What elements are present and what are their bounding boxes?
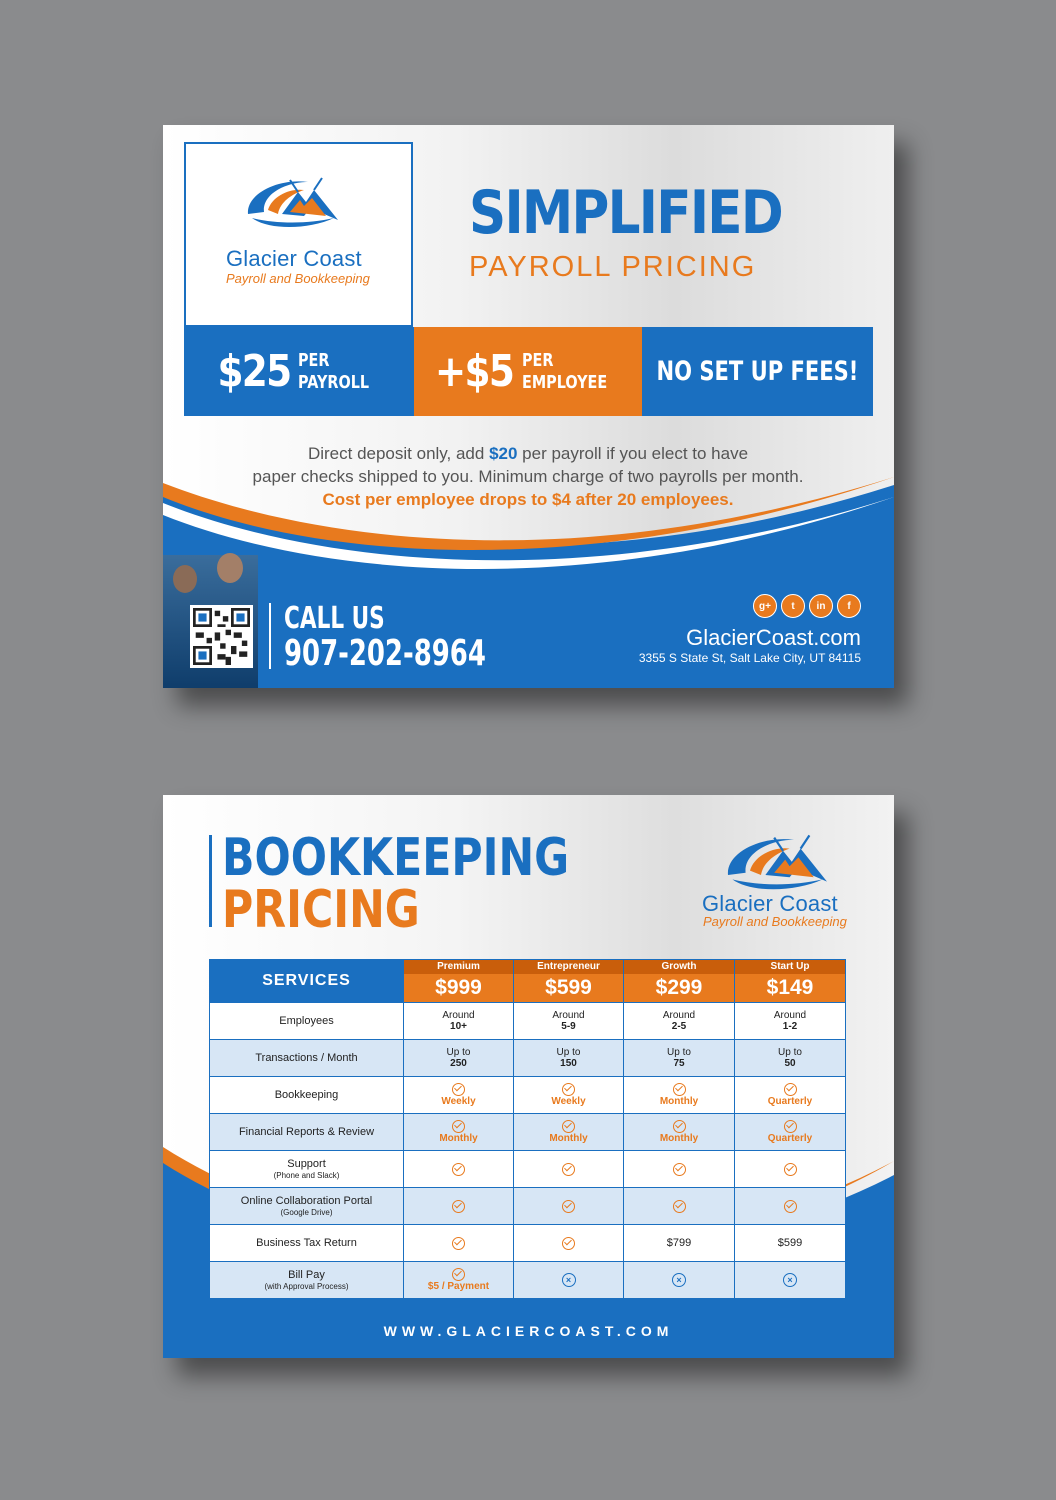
cell-label: Around: [662, 1010, 696, 1021]
price-unit: [298, 350, 369, 394]
table-cell: [624, 1040, 735, 1077]
service-sublabel: (Google Drive): [280, 1207, 333, 1217]
check-icon: [452, 1268, 465, 1281]
headline: SIMPLIFIED: [469, 178, 782, 248]
cell-value: 1-2: [782, 1021, 798, 1032]
plan-name: Start Up: [735, 960, 845, 974]
check-icon: [673, 1163, 686, 1176]
table-cell: [514, 1114, 624, 1151]
cross-icon: ×: [783, 1273, 797, 1287]
table-row: [210, 1003, 846, 1040]
service-name: Bookkeeping: [210, 1077, 404, 1114]
table-row: [210, 1225, 846, 1262]
price-unit-line2: PAYROLL: [298, 371, 370, 393]
bill-pay-fee: $5 / Payment: [427, 1280, 490, 1292]
table-cell: [514, 1003, 624, 1040]
table-cell: [404, 1114, 514, 1151]
table-cell: [514, 1225, 624, 1262]
table-cell: [404, 1188, 514, 1225]
check-icon: [673, 1200, 686, 1213]
cell-value: 75: [673, 1058, 685, 1069]
table-cell: [735, 1077, 846, 1114]
cell-label: Up to: [446, 1047, 471, 1058]
check-icon: [784, 1200, 797, 1213]
cell-value: 50: [784, 1058, 796, 1069]
table-cell: [624, 1188, 735, 1225]
price-unit-line2: EMPLOYEE: [521, 371, 608, 393]
table-cell: [735, 1151, 846, 1188]
pricing-table: [209, 959, 846, 1299]
frequency: Quarterly: [767, 1095, 813, 1107]
social-links: [753, 594, 861, 618]
table-row: [210, 1114, 846, 1151]
call-us-label: CALL US: [284, 601, 385, 636]
cell-label: Around: [442, 1010, 475, 1021]
cell-label: Up to: [778, 1047, 802, 1058]
table-cell: [514, 1040, 624, 1077]
table-row: [210, 1188, 846, 1225]
cell-value: 150: [560, 1058, 577, 1069]
plan-entrepreneur-header: [514, 960, 624, 1003]
check-icon: [673, 1083, 686, 1096]
address: 3355 S State St, Salt Lake City, UT 84115: [638, 651, 861, 665]
service-label: Bill Pay: [288, 1268, 325, 1281]
table-cell: [404, 1003, 514, 1040]
bookkeeping-pricing-card: [163, 795, 894, 1358]
title-accent-bar: [209, 835, 212, 927]
check-icon: [452, 1083, 465, 1096]
frequency: Monthly: [549, 1132, 588, 1144]
table-cell: [624, 1114, 735, 1151]
check-icon: [784, 1120, 797, 1133]
service-name: Business Tax Return: [210, 1225, 404, 1262]
service-name: [210, 1188, 404, 1225]
service-name: Financial Reports & Review: [210, 1114, 404, 1151]
qr-code-icon[interactable]: [190, 605, 253, 668]
brand-tagline: Payroll and Bookkeeping: [703, 914, 847, 929]
desc-text: paper checks shipped to you. Minimum charge of two payrolls per month.: [252, 467, 804, 486]
desc-text: Direct deposit only, add: [307, 444, 490, 463]
table-cell: [735, 1040, 846, 1077]
plan-name: Premium: [404, 960, 513, 974]
facebook-icon[interactable]: f: [837, 594, 861, 618]
no-setup-text: NO SET UP FEES!: [656, 356, 859, 387]
plan-premium-header: [404, 960, 514, 1003]
plan-growth-header: [624, 960, 735, 1003]
twitter-icon[interactable]: t: [781, 594, 805, 618]
cross-icon: ×: [562, 1273, 576, 1287]
check-icon: [784, 1163, 797, 1176]
plan-price: $999: [435, 976, 482, 999]
plan-price: $149: [766, 976, 814, 999]
service-sublabel: (with Approval Process): [264, 1281, 349, 1291]
service-label: Support: [287, 1157, 326, 1170]
mountain-logo-icon: [713, 831, 853, 897]
frequency: Quarterly: [767, 1132, 813, 1144]
website-link[interactable]: GlacierCoast.com: [686, 625, 861, 650]
service-name: [210, 1262, 404, 1299]
divider: [269, 603, 271, 669]
cell-label: Up to: [556, 1047, 581, 1058]
no-setup-fees: [642, 327, 873, 416]
mountain-logo-icon: [238, 174, 358, 234]
cell-value: 5-9: [561, 1021, 576, 1032]
table-cell: [624, 1077, 735, 1114]
table-cell: [404, 1077, 514, 1114]
table-row: [210, 1151, 846, 1188]
price-band: [184, 327, 873, 416]
service-sublabel: (Phone and Slack): [273, 1170, 340, 1180]
brand-tagline: Payroll and Bookkeeping: [226, 271, 370, 286]
table-cell: [735, 1114, 846, 1151]
phone-number[interactable]: 907-202-8964: [284, 633, 486, 674]
plan-price: $599: [545, 976, 592, 999]
check-icon: [673, 1120, 686, 1133]
check-icon: [562, 1237, 575, 1250]
brand-name: Glacier Coast: [702, 891, 838, 916]
title-line2: PRICING: [222, 880, 420, 940]
title-line1: BOOKKEEPING: [222, 828, 570, 888]
table-cell: [514, 1262, 624, 1299]
check-icon: [784, 1083, 797, 1096]
frequency: Weekly: [551, 1095, 586, 1107]
table-cell: [514, 1151, 624, 1188]
service-label: Online Collaboration Portal: [240, 1194, 373, 1207]
plan-price: $299: [655, 976, 703, 999]
service-name: Transactions / Month: [210, 1040, 404, 1077]
payroll-pricing-card: [163, 125, 894, 688]
table-cell: [624, 1151, 735, 1188]
service-name: [210, 1151, 404, 1188]
price-per-payroll: [184, 327, 414, 416]
table-cell: $599: [735, 1225, 846, 1262]
cross-icon: ×: [672, 1273, 686, 1287]
table-cell: [404, 1040, 514, 1077]
cell-label: Around: [773, 1010, 807, 1021]
frequency: Weekly: [441, 1095, 476, 1107]
brand-name: Glacier Coast: [226, 246, 362, 271]
table-cell: [735, 1003, 846, 1040]
cell-value: 2-5: [671, 1021, 687, 1032]
table-cell: [735, 1262, 846, 1299]
desc-highlight: $20: [489, 444, 518, 463]
services-header: SERVICES: [210, 960, 404, 1003]
google-plus-icon[interactable]: g+: [753, 594, 777, 618]
price-amount: +$5: [434, 346, 513, 397]
price-unit-line1: PER: [298, 349, 330, 371]
price-amount: $25: [217, 346, 291, 397]
table-cell: [514, 1188, 624, 1225]
frequency: Monthly: [439, 1132, 478, 1144]
plan-startup-header: [735, 960, 846, 1003]
table-cell: [624, 1003, 735, 1040]
check-icon: [562, 1120, 575, 1133]
subheadline: PAYROLL PRICING: [469, 251, 757, 283]
cell-value: 10+: [450, 1021, 467, 1032]
table-header-row: [210, 960, 846, 1003]
cell-label: Up to: [667, 1047, 691, 1058]
frequency: Monthly: [659, 1132, 699, 1144]
cell-label: Around: [552, 1010, 585, 1021]
frequency: Monthly: [659, 1095, 699, 1107]
check-icon: [562, 1163, 575, 1176]
table-cell: [735, 1188, 846, 1225]
cell-value: 250: [450, 1058, 467, 1069]
table-cell: [404, 1151, 514, 1188]
table-cell: $799: [624, 1225, 735, 1262]
table-row: [210, 1040, 846, 1077]
check-icon: [452, 1120, 465, 1133]
check-icon: [562, 1083, 575, 1096]
linkedin-icon[interactable]: in: [809, 594, 833, 618]
service-name: Employees: [210, 1003, 404, 1040]
check-icon: [452, 1237, 465, 1250]
plan-name: Entrepreneur: [514, 960, 623, 974]
price-unit: [522, 350, 607, 394]
table-cell: [514, 1077, 624, 1114]
check-icon: [562, 1200, 575, 1213]
logo-box: [184, 142, 413, 327]
table-cell: [404, 1225, 514, 1262]
table-row: [210, 1262, 846, 1299]
price-unit-line1: PER: [521, 349, 554, 371]
check-icon: [452, 1200, 465, 1213]
footer-website[interactable]: WWW.GLACIERCOAST.COM: [383, 1323, 674, 1339]
table-row: [210, 1077, 846, 1114]
desc-highlight: Cost per employee drops to $4 after 20 employees.: [322, 490, 734, 509]
price-per-employee: [414, 327, 642, 416]
table-cell: [624, 1262, 735, 1299]
check-icon: [452, 1163, 465, 1176]
table-cell: [404, 1262, 514, 1299]
plan-name: Growth: [624, 960, 734, 974]
desc-text: per payroll if you elect to have: [517, 444, 749, 463]
